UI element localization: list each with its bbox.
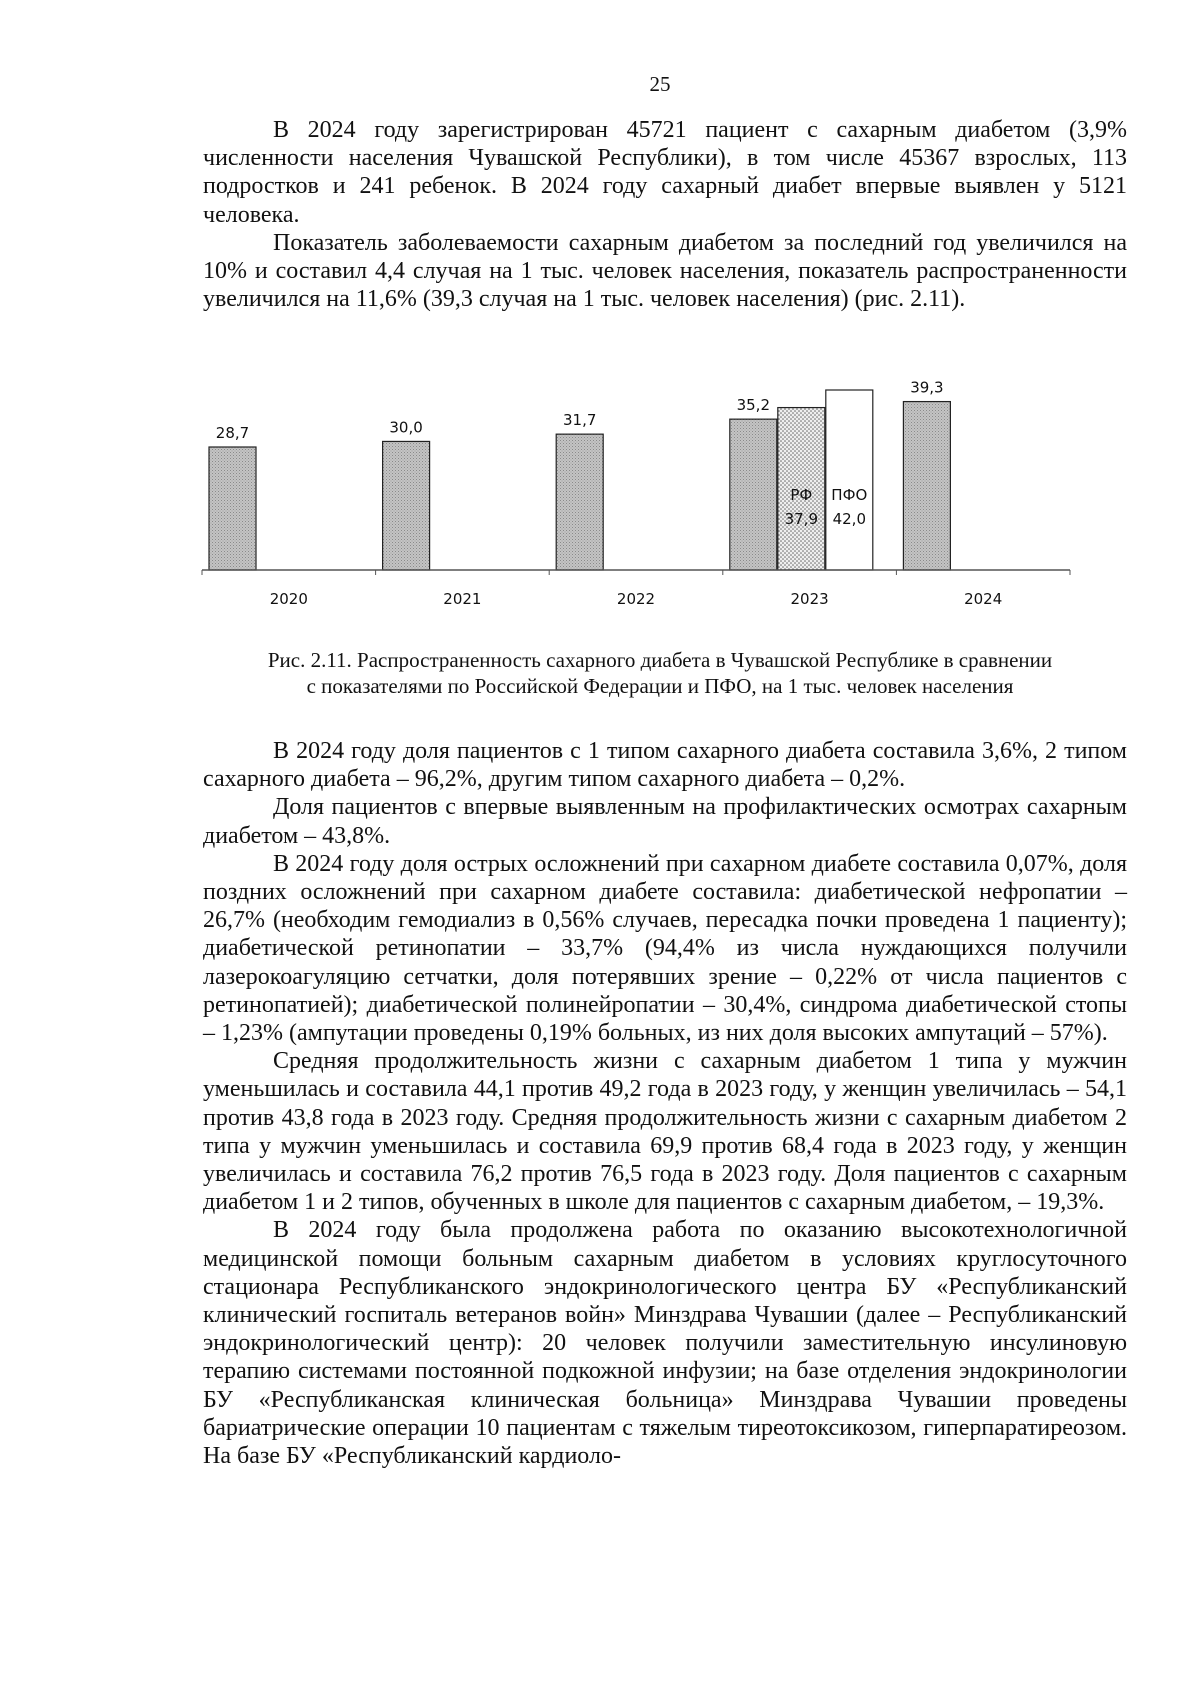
paragraph: Средняя продолжительность жизни с сахарным диабетом 1 типа у мужчин уменьшилась и составила 44,1 против 49,2 года в 2023 году, у женщин увеличилась – 54,1 против 43,8 года в 2023 году. Средняя продолжительность жизни с сахарным диабетом 2 типа у мужчин уменьшилась и составила 69,9 против 68,4 года в 2023 году, у женщин увеличилась и составила 76,2 против 76,5 года в 2023 году. Доля пациентов с сахарным диабетом 1 и 2 типов, обученных в школе для пациентов с сахарным диабетом, – 19,3%. [203, 1048, 1127, 1216]
paragraph: В 2024 году доля пациентов с 1 типом сахарного диабета составила 3,6%, 2 типом сахарного диабета – 96,2%, другим типом сахарного диабета – 0,2%. [203, 738, 1127, 793]
caption-line: Рис. 2.11. Распространенность сахарного диабета в Чувашской Республике в сравнении [267, 648, 1053, 672]
x-tick-label: 2021 [443, 590, 482, 608]
x-tick-label: 2024 [964, 590, 1003, 608]
bar-chuvashia [383, 441, 430, 570]
paragraph: В 2024 году была продолжена работа по оказанию высокотехнологичной медицинской помощи больным сахарным диабетом в условиях круглосуточного стационара Республиканского эндокринологического центра БУ «Республиканский клинический госпиталь ветеранов войн» Минздрава Чувашии (далее – Республиканский эндокринологический центр): 20 человек получили заместительную инсулиновую терапию системами постоянной подкожной инфузии; на базе отделения эндокринологии БУ «Республиканская клиническая больница» Минздрава Чувашии проведены бариатрические операции 10 пациентам с тяжелым тиреотоксикозом, гиперпаратиреозом. На базе БУ «Республиканский кардиоло- [203, 1217, 1127, 1470]
bar-pfo-value-label: 42,0 [832, 510, 867, 528]
bar-pfo-series-label: ПФО [831, 486, 868, 504]
bar-rf-series-label: РФ [790, 486, 813, 504]
bar-chuvashia [903, 402, 950, 570]
bar-pfo [826, 390, 873, 570]
paragraph: Показатель заболеваемости сахарным диабетом за последний год увеличился на 10% и составил 4,4 случая на 1 тыс. человек населения, показатель распространенности увеличился на 11,6% (39,3 случая на 1 тыс. человек населения) (рис. 2.11). [203, 229, 1127, 313]
x-tick-label: 2020 [269, 590, 308, 608]
text-block-top [203, 116, 1127, 313]
paragraph: В 2024 году доля острых осложнений при сахарном диабете составила 0,07%, доля поздних осложнений при сахарном диабете составила: диабетической нефропатии – 26,7% (необходим гемодиализ в 0,56% случаев, пересадка почки проведена 1 пациенту); диабетической ретинопатии – 33,7% (94,4% из числа нуждающихся получили лазерокоагуляцию сетчатки, доля потерявших зрение – 0,22% от числа пациентов с ретинопатией); диабетической полинейропатии – 30,4%, синдрома диабетической стопы – 1,23% (ампутации проведены 0,19% больных, из них доля высоких ампутаций – 57%). [203, 850, 1127, 1047]
bar-chuvashia [556, 434, 603, 570]
page-number: 25 [649, 72, 671, 96]
bar-rf-value-label: 37,9 [784, 510, 819, 528]
bar-chuvashia [209, 447, 256, 570]
bar-data-label: 35,2 [736, 396, 771, 415]
x-tick-label: 2022 [616, 590, 656, 608]
bar-data-label: 31,7 [562, 411, 597, 430]
bar-data-label: 28,7 [215, 424, 250, 442]
bar-data-label: 39,3 [910, 380, 944, 397]
prevalence-chart [200, 380, 1080, 620]
bar-chuvashia [730, 419, 777, 570]
paragraph: Доля пациентов с впервые выявленным на профилактических осмотрах сахарным диабетом – 43,8%. [203, 794, 1127, 849]
paragraph: В 2024 году зарегистрирован 45721 пациент с сахарным диабетом (3,9% численности населения Чувашской Республики), в том числе 45367 взрослых, 113 подростков и 241 ребенок. В 2024 году сахарный диабет впервые выявлен у 5121 человека. [203, 117, 1127, 228]
bar-data-label: 30,0 [389, 418, 423, 437]
figure-caption [160, 647, 1160, 699]
bar-chart-svg [200, 380, 1080, 620]
text-block-bottom [203, 737, 1127, 1470]
caption-line: с показателями по Российской Федерации и ПФО, на 1 тыс. человек населения [306, 674, 1014, 698]
x-tick-label: 2023 [790, 590, 829, 608]
